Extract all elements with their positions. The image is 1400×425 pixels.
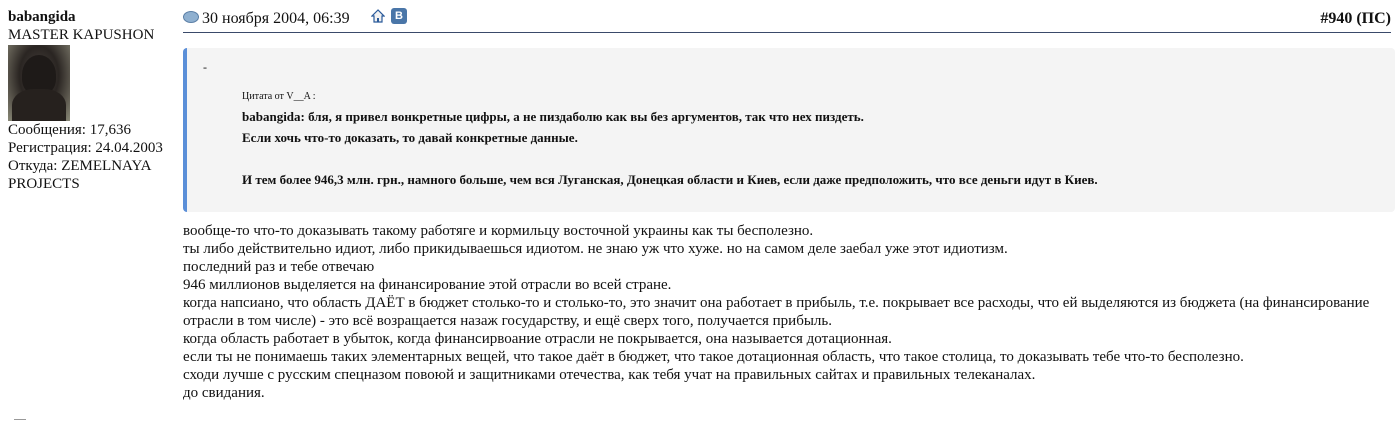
message-line: когда область работает в убыток, когда финансирвоание отрасли не покрывается, она называется дотационная. [183, 331, 892, 347]
author-location: Откуда: ZEMELNAYA PROJECTS [8, 158, 151, 192]
author-title: MASTER KAPUSHON [8, 27, 155, 43]
message-line: 946 миллионов выделяется на финансирование этой отрасли во всей стране. [183, 277, 672, 293]
message-line: вообще-то что-то доказывать такому работяге и кормильцу восточной украины как ты бесполезно. [183, 223, 814, 239]
avatar [8, 45, 70, 121]
quote-author: Цитата от V__A : [242, 91, 316, 102]
speech-bubble-icon [183, 11, 199, 23]
message-line: сходи лучше с русским спецназом повоюй и защитниками отечества, как тебя учат на правильных сайтах и правильных телеканалах. [183, 367, 1036, 383]
author-username[interactable]: babangida [8, 9, 76, 25]
message-line: когда напсиано, что область ДАЁТ в бюджет столько-то и столько-то, это значит она работает в прибыль, т.е. покрывает все расходы, что ей выделяются из бюджета (на финансирование отрасли в том числе) - это всё возращается назаж государству, и ещё сверх того, получается прибыль. [183, 295, 1370, 329]
quote-text [242, 106, 1098, 190]
message-line: до свидания. [183, 385, 265, 401]
vk-icon[interactable]: В [391, 8, 407, 24]
post-header [183, 8, 1391, 33]
avatar-body [12, 89, 66, 121]
home-icon[interactable] [371, 9, 385, 23]
footer-icon [14, 419, 26, 425]
author-registered: Регистрация: 24.04.2003 [8, 140, 163, 156]
message-body [183, 222, 1383, 402]
quote-block [183, 48, 1395, 212]
message-line: последний раз и тебе отвечаю [183, 259, 375, 275]
message-line: если ты не понимаешь таких элементарных вещей, что такое даёт в бюджет, что такое дотационная область, что такое столица, то доказывать тебе что-то бесполезно. [183, 349, 1244, 365]
quote-line: babangida: бля, я привел вонкретные цифры, а не пиздаболю как вы без аргументов, так что нех пиздеть. [242, 109, 864, 124]
quote-line: И тем более 946,3 млн. грн., намного больше, чем вся Луганская, Донецкая области и Киев, если даже предположить, что все деньги идут в Киев. [242, 172, 1098, 187]
author-panel [8, 8, 178, 193]
quote-dash: - [203, 60, 207, 74]
post-number[interactable]: #940 (ПС) [1320, 10, 1391, 27]
author-messages: Сообщения: 17,636 [8, 122, 131, 138]
message-line: ты либо действительно идиот, либо прикидываешься идиотом. не знаю уж что хуже. но на самом деле заебал уже этот идиотизм. [183, 241, 1008, 257]
post-date: 30 ноября 2004, 06:39 [202, 10, 350, 27]
quote-line: Если хочь что-то доказать, то давай конкретные данные. [242, 130, 578, 145]
